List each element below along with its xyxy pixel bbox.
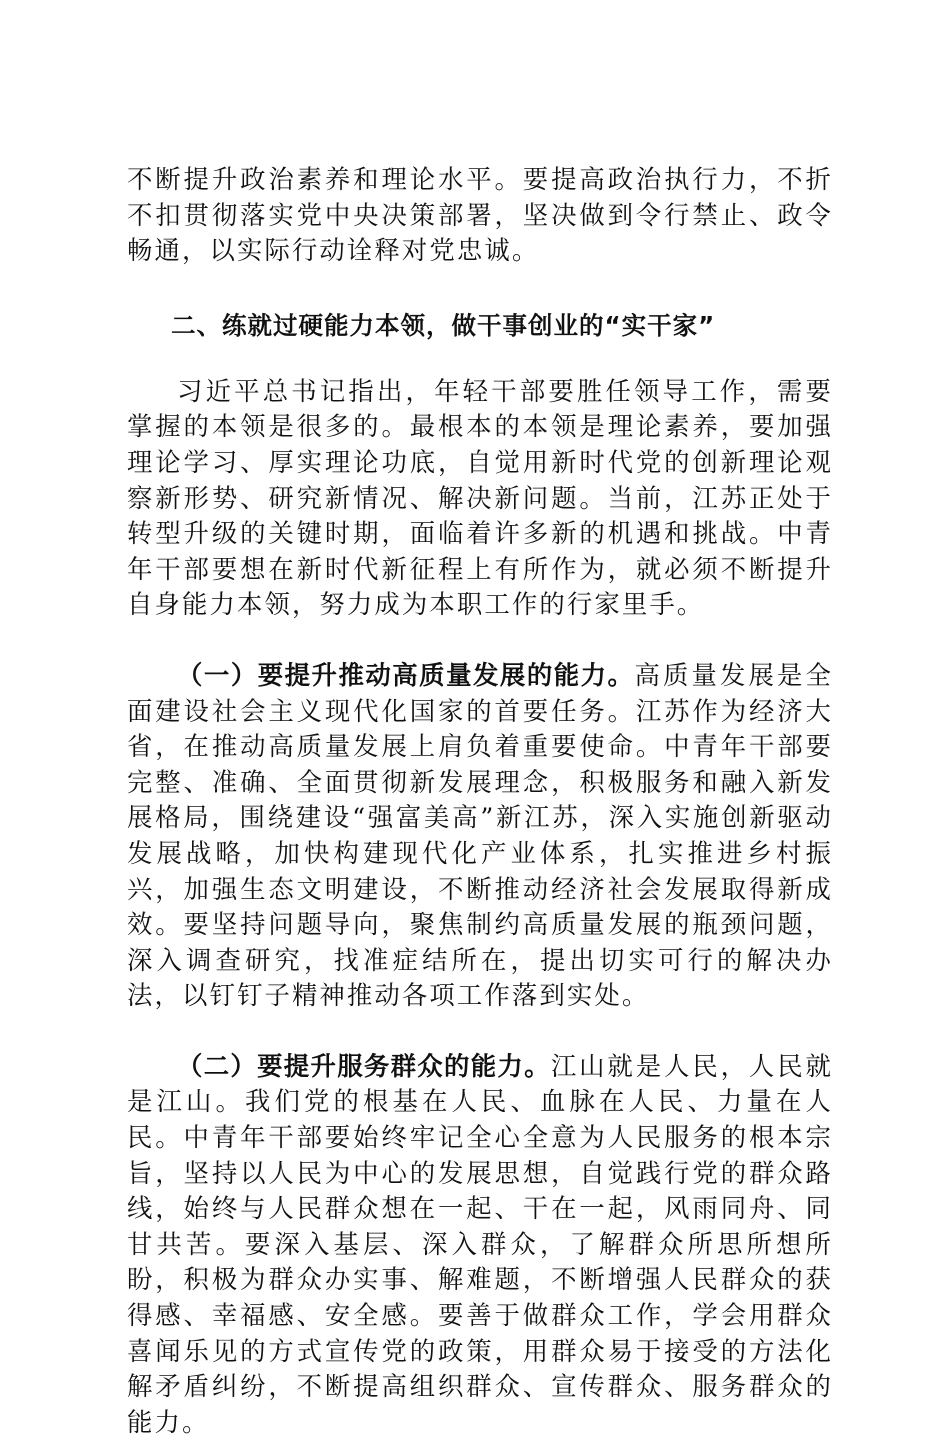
section-intro-paragraph: 习近平总书记指出，年轻干部要胜任领导工作，需要掌握的本领是很多的。最根本的本领是理论素养，要加强理论学习、厚实理论功底，自觉用新时代党的创新理论观察新形势、研究新情况、解决新问题。当前，江苏正处于转型升级的关键时期，面临着许多新的机遇和挑战。中青年干部要想在新时代新征程上有所作为，就必须不断提升自身能力本领，努力成为本职工作的行家里手。 — [127, 375, 833, 620]
paragraph-spacer — [127, 623, 833, 658]
item-2-lead: （二）要提升服务群众的能力。 — [177, 1050, 551, 1081]
intro-paragraph: 不断提升政治素养和理论水平。要提高政治执行力，不折不扣贯彻落实党中央决策部署，坚决做到令行禁止、政令畅通，以实际行动诠释对党忠诚。 — [127, 164, 833, 266]
item-1-body: 高质量发展是全面建设社会主义现代化国家的首要任务。江苏作为经济大省，在推动高质量发展上肩负着重要使命。中青年干部要完整、准确、全面贯彻新发展理念，积极服务和融入新发展格局，围绕建设“强富美高”新江苏，深入实施创新驱动发展战略，加快构建现代化产业体系，扎实推进乡村振兴，加强生态文明建设，不断推动经济社会发展取得新成效。要坚持问题导向，聚焦制约高质量发展的瓶颈问题，深入调查研究，找准症结所在，提出切实可行的解决办法，以钉钉子精神推动各项工作落到实处。 — [127, 659, 833, 1011]
paragraph-spacer — [127, 269, 833, 308]
item-2-paragraph — [127, 1049, 833, 1440]
document-page — [127, 162, 833, 1440]
paragraph-spacer — [127, 344, 833, 374]
item-1-lead: （一）要提升推动高质量发展的能力。 — [177, 659, 635, 690]
paragraph-spacer — [127, 1014, 833, 1049]
item-2-body: 江山就是人民，人民就是江山。我们党的根基在人民、血脉在人民、力量在人民。中青年干部要始终牢记全心全意为人民服务的根本宗旨，坚持以人民为中心的发展思想，自觉践行党的群众路线，始终与人民群众想在一起、干在一起，风雨同舟、同甘共苦。要深入基层、深入群众，了解群众所思所想所盼，积极为群众办实事、解难题，不断增强人民群众的获得感、幸福感、安全感。要善于做群众工作，学会用群众喜闻乐见的方式宣传党的政策，用群众易于接受的方法化解矛盾纠纷，不断提高组织群众、宣传群众、服务群众的能力。 — [127, 1050, 834, 1437]
section-heading: 二、练就过硬能力本领，做干事创业的“实干家” — [171, 310, 716, 340]
item-1-paragraph — [127, 658, 833, 1014]
